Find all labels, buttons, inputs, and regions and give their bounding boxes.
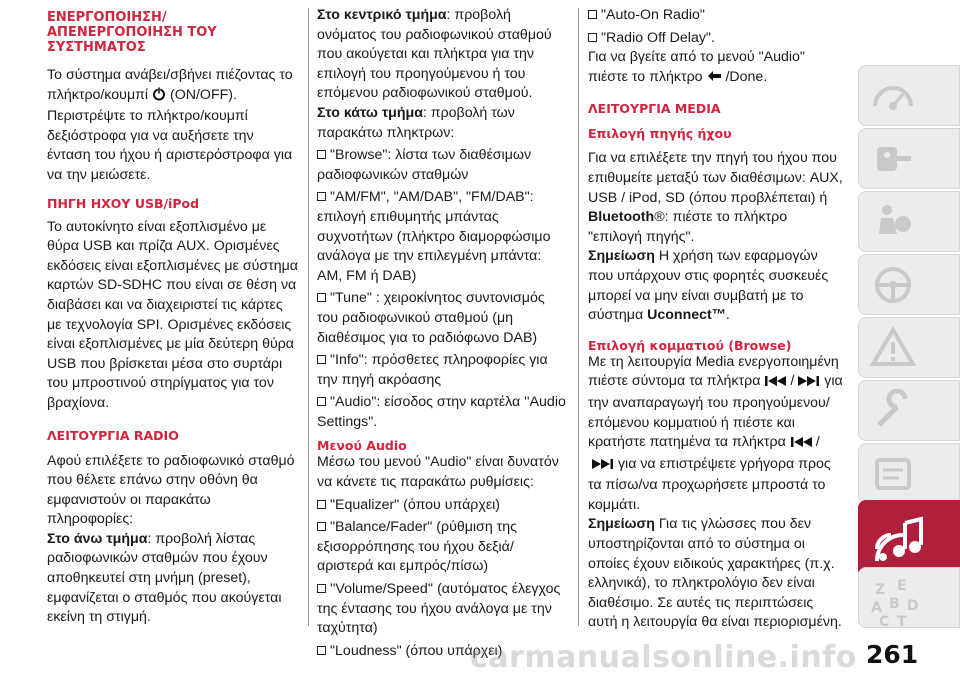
- svg-text:C: C: [879, 614, 890, 628]
- power-rotate-text: Περιστρέψτε το πλήκτρο/κουμπί δεξιόστροφα για να αυξήσετε την ένταση του ήχου ή αριστερόστροφα για να την μειώσετε.: [47, 108, 293, 183]
- audio-settings-list-continued: [588, 6, 844, 48]
- heading-power: ΕΝΕΡΓΟΠΟΙΗΣΗ/ ΑΠΕΝΕΡΓΟΠΟΙΗΣΗ ΤΟΥ ΣΥΣΤΗΜΑΤΟΣ: [47, 10, 217, 55]
- svg-text:Z: Z: [875, 582, 886, 598]
- tab-airbag[interactable]: [858, 191, 960, 252]
- center-section-text: : προβολή ονόματος του ραδιοφωνικού σταθμού που ακούγεται και πλήκτρα για την επιλογή του προηγούμενου ή του επόμενου ραδιοφωνικού σταθμού.: [317, 7, 552, 102]
- column-divider-1: [308, 8, 309, 626]
- checkbox-bullet-icon: [317, 293, 326, 302]
- audio-settings-list: [317, 496, 569, 662]
- bluetooth-text: Bluetooth: [588, 209, 655, 226]
- heading-media: ΛΕΙΤΟΥΡΓΙΑ MEDIA: [588, 101, 721, 117]
- source-paragraph: [588, 149, 844, 247]
- checkbox-bullet-icon: [588, 33, 597, 42]
- list-item: [588, 29, 844, 49]
- radio-buttons-list: [317, 146, 569, 432]
- list-item-text: "Browse": λίστα των διαθέσιμων ραδιοφωνικών σταθμών: [317, 147, 532, 183]
- svg-text:E: E: [897, 578, 907, 594]
- back-arrow-icon: [707, 70, 722, 90]
- svg-text:B: B: [889, 596, 900, 612]
- usb-paragraph: Το αυτοκίνητο είναι εξοπλισμένο με θύρα USB και πρίζα AUX. Ορισμένες εκδόσεις είναι εξοπλισμένες με σύστημα καρτών SD-SDHC που είναι σε θέση να διαβάσει και να διαχειριστεί τις κάρτες με τεχνολογία SPI. Ορισμένες εκδόσεις είναι εξοπλισμένες με μία δεύτερη θύρα USB που βρίσκεται μέσα στο συρτάρι του μπροστινού στηρίγματος για τον βραχίονα.: [47, 218, 298, 411]
- tab-dashboard[interactable]: [858, 65, 960, 126]
- prev-track-icon: [764, 374, 790, 394]
- next-track-icon: [794, 374, 820, 394]
- list-item: [317, 496, 569, 516]
- column-3: [588, 0, 844, 633]
- warning-triangle-icon: [869, 326, 917, 370]
- checkbox-bullet-icon: [317, 192, 326, 201]
- svg-text:T: T: [897, 614, 907, 628]
- list-item-text: "Loudness" (όπου υπάρχει): [330, 642, 503, 659]
- checkbox-bullet-icon: [588, 10, 597, 19]
- list-item-text: "Balance/Fader" (ρύθμιση της εξισορρόπησης του ήχου δεξιά/ αριστερά και εμπρός/πίσω): [317, 519, 517, 575]
- prev-track-icon-2: [790, 435, 816, 455]
- radio-paragraph: Αφού επιλέξετε το ραδιοφωνικό σταθμό που θέλετε επάνω στην οθόνη θα εμφανιστούν οι παρακάτω πληροφορίες:: [47, 452, 295, 528]
- browse-paragraph: Με τη λειτουργία Media ενεργοποιημένη πιέστε σύντομα τα πλήκτρα / για την αναπαραγωγή του προηγούμενου/ επόμενου κομματιού ή πιέστε και κρατήστε πατημένα τα πλήκτρα / για να επιστρέψετε γρήγορα προς τα πίσω/να προχωρήσετε μπροστά το κομμάτι.: [588, 353, 843, 513]
- list-item-text: ''Volume/Speed'' (αυτόματος έλεγχος της έντασης του ήχου ανάλογα με την ταχύτητα): [317, 581, 561, 637]
- browse-text: Με τη λειτουργία Media ενεργοποιημένη πιέστε σύντομα τα πλήκτρα: [588, 353, 839, 390]
- browse-hold-text: για την αναπαραγωγή του προηγούμενου/ επόμενου κομματιού ή πιέστε και κρατήστε πατημένα τα πλήκτρα: [588, 373, 843, 451]
- list-item: [317, 289, 569, 348]
- exit-done-text: /Done.: [725, 68, 768, 85]
- list-item-text: "Info": πρόσθετες πληροφορίες για την πηγή ακρόασης: [317, 352, 548, 388]
- list-item: [588, 6, 844, 26]
- top-section-paragraph: [47, 530, 299, 628]
- list-item: [317, 518, 569, 577]
- note-language-paragraph: [588, 515, 844, 633]
- checkbox-bullet-icon: [317, 397, 326, 406]
- airbag-icon: [869, 200, 917, 244]
- tab-car-key[interactable]: [858, 128, 960, 189]
- checkbox-bullet-icon: [317, 522, 326, 531]
- center-section-label: Στο κεντρικό τμήμα: [317, 7, 447, 23]
- list-item: [317, 580, 569, 639]
- list-item-text: "AM/FM", "AM/DAB", "FM/DAB": επιλογή επιθυμητής μπάντας συχνοτήτων (πλήκτρο διαμορφώσιμο ανάλογα με την επιλεγμένη μπάντα: AM, FM ή DAB): [317, 189, 551, 284]
- note-label-2: Σημείωση: [588, 516, 655, 533]
- checkbox-bullet-icon: [317, 355, 326, 364]
- list-item-text: "Equalizer" (όπου υπάρχει): [330, 496, 501, 513]
- power-paragraph: [47, 66, 299, 186]
- start-drive-icon: [869, 263, 917, 307]
- index-icon: [869, 576, 929, 628]
- browse-seek-text: για να επιστρέψετε γρήγορα προς τα πίσω/να προχωρήσετε μπροστά το κομμάτι.: [588, 455, 831, 513]
- list-item: [317, 188, 569, 286]
- bottom-section-paragraph: [317, 104, 569, 143]
- power-icon: [152, 87, 166, 108]
- heading-track-browse: Επιλογή κομματιού (Browse): [588, 337, 792, 353]
- heading-radio: ΛΕΙΤΟΥΡΓΙΑ RADIO: [47, 427, 179, 443]
- note-apps-end: .: [725, 307, 730, 324]
- column-1: [47, 0, 299, 628]
- note-label: Σημείωση: [588, 248, 655, 265]
- tab-service[interactable]: [858, 380, 960, 441]
- tab-index[interactable]: [858, 567, 960, 628]
- source-text-end: ®: πιέστε το πλήκτρο "επιλογή πηγής".: [588, 209, 788, 245]
- page-number: 261: [866, 640, 919, 669]
- checkbox-bullet-icon: [317, 500, 326, 509]
- dashboard-icon: [869, 74, 917, 118]
- heading-source-select: Επιλογή πηγής ήχου: [588, 126, 732, 142]
- top-section-label: Στο άνω τμήμα: [47, 530, 148, 547]
- audio-menu-paragraph: Μέσω του μενού "Audio" είναι δυνατόν να κάνετε τις παρακάτω ρυθμίσεις:: [317, 454, 559, 491]
- multimedia-icon: [869, 509, 929, 571]
- top-section-text: : προβολή λίστας ραδιοφωνικών σταθμών που έχουν αποθηκευτεί στη μνήμη (preset), εμφανίζεται ο σταθμός που ακούγεται εκείνη τη στιγμή.: [47, 530, 282, 626]
- bottom-section-label: Στο κάτω τμήμα: [317, 104, 423, 121]
- center-section-paragraph: [317, 6, 569, 104]
- checkbox-bullet-icon: [317, 646, 326, 655]
- exit-text: Για να βγείτε από το μενού "Audio" πιέστε το πλήκτρο: [588, 49, 805, 85]
- list-item-text: "Auto-On Radio": [601, 7, 705, 23]
- list-item: [317, 351, 569, 390]
- tab-technical-data[interactable]: [858, 443, 960, 504]
- list-item: [317, 146, 569, 185]
- svg-text:Α: Α: [871, 600, 882, 616]
- note-apps-paragraph: [588, 247, 844, 325]
- note-language-text: Για τις γλώσσες που δεν υποστηρίζονται από το σύστημα οι οποίες έχουν ειδικούς χαρακτήρες (π.χ. ελληνικά), το πληκτρολόγιο δεν είναι διαθέσιμο. Σε αυτές τις περιπτώσεις αυτή η λειτουργία θα είναι περιορισμένη.: [588, 516, 842, 631]
- list-item: [317, 393, 569, 432]
- checkbox-bullet-icon: [317, 150, 326, 159]
- heading-audio-menu: Μενού Audio: [317, 438, 407, 454]
- next-track-icon-2: [588, 457, 614, 477]
- checkbox-bullet-icon: [317, 584, 326, 593]
- tab-warning[interactable]: [858, 317, 960, 378]
- power-text: Το σύστημα ανάβει/σβήνει πιέζοντας το πλήκτρο/κουμπί: [47, 67, 293, 103]
- exit-paragraph: [588, 48, 844, 89]
- svg-text:D: D: [907, 598, 919, 614]
- list-item-text: "Radio Off Delay".: [601, 29, 715, 46]
- note-apps-text: Η χρήση των εφαρμογών που υπάρχουν στις φορητές συσκευές μπορεί να μην είναι συμβατή με το σύστημα: [588, 248, 829, 324]
- bottom-section-text: : προβολή των παρακάτω πληκτρων:: [317, 104, 515, 141]
- column-2: [317, 0, 569, 661]
- list-item-text: "Audio": είσοδος στην καρτέλα ''Audio Settings".: [317, 394, 566, 430]
- power-onoff-text: (ON/OFF).: [169, 86, 237, 103]
- column-divider-2: [578, 8, 579, 626]
- car-key-icon: [869, 137, 917, 181]
- list-item-text: "Tune" : χειροκίνητος συντονισμός του ραδιοφωνικού σταθμού (μη διαθέσιμος για το ραδιόφωνο DAB): [317, 290, 545, 346]
- tab-start-drive[interactable]: [858, 254, 960, 315]
- technical-data-icon: [869, 452, 917, 496]
- source-text: Για να επιλέξετε την πηγή του ήχου που επιθυμείτε μεταξύ των διαθέσιμων: AUX, USB / iPod, SD (όπου προβλέπεται) ή: [588, 150, 843, 206]
- watermark-text: carmanualsonline.info: [470, 640, 857, 675]
- heading-usb: ΠΗΓΗ ΗΧΟΥ USB/iPod: [47, 195, 200, 211]
- service-wrench-icon: [869, 389, 917, 433]
- uconnect-text: Uconnect™: [647, 307, 726, 324]
